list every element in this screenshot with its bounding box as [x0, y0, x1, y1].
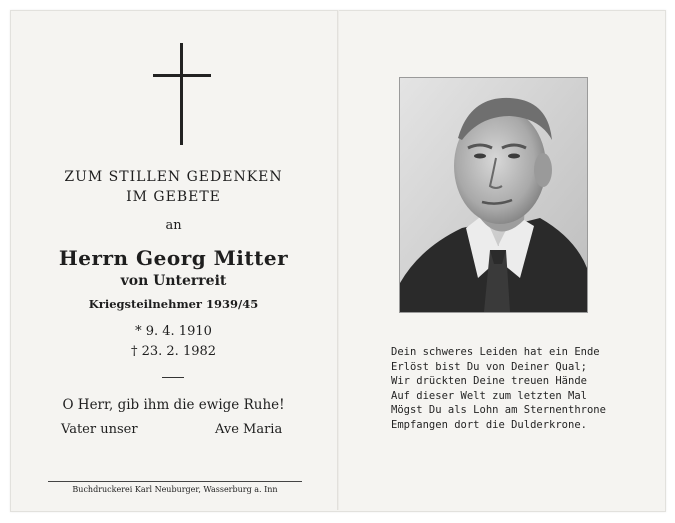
- prayer-line: O Herr, gib ihm die ewige Ruhe!: [62, 397, 285, 413]
- prayer-vater-unser: Vater unser: [61, 422, 138, 437]
- portrait-photo: [399, 77, 588, 313]
- dedication-word: an: [165, 218, 182, 233]
- verse-line: Auf dieser Welt zum letzten Mal: [391, 389, 587, 402]
- deceased-name: Herrn Georg Mitter: [58, 246, 289, 270]
- verse-line: Wir drückten Deine treuen Hände: [391, 375, 587, 388]
- verse-line: Empfangen dort die Dulderkrone.: [391, 418, 587, 431]
- verse-line: Mögst Du als Lohn am Sternenthrone: [391, 404, 606, 417]
- military-service: Kriegsteilnehmer 1939/45: [88, 297, 259, 311]
- birth-date: * 9. 4. 1910: [135, 324, 212, 339]
- printer-rule: [48, 481, 302, 482]
- deceased-origin: von Unterreit: [120, 273, 227, 289]
- heading-line-1: ZUM STILLEN GEDENKEN: [64, 169, 283, 185]
- divider: [162, 377, 184, 378]
- left-panel: [10, 10, 337, 510]
- printer-credit: Buchdruckerei Karl Neuburger, Wasserburg a. Inn: [72, 485, 278, 494]
- latin-cross-icon: [153, 43, 211, 145]
- verse-line: Dein schweres Leiden hat ein Ende: [391, 346, 600, 358]
- heading-line-2: IM GEBETE: [126, 189, 221, 205]
- card-fold: [337, 10, 339, 510]
- memorial-verse: [391, 345, 651, 433]
- verse-line: Erlöst bist Du von Deiner Qual;: [391, 360, 587, 373]
- death-date: † 23. 2. 1982: [130, 344, 217, 359]
- prayer-ave-maria: Ave Maria: [215, 422, 283, 437]
